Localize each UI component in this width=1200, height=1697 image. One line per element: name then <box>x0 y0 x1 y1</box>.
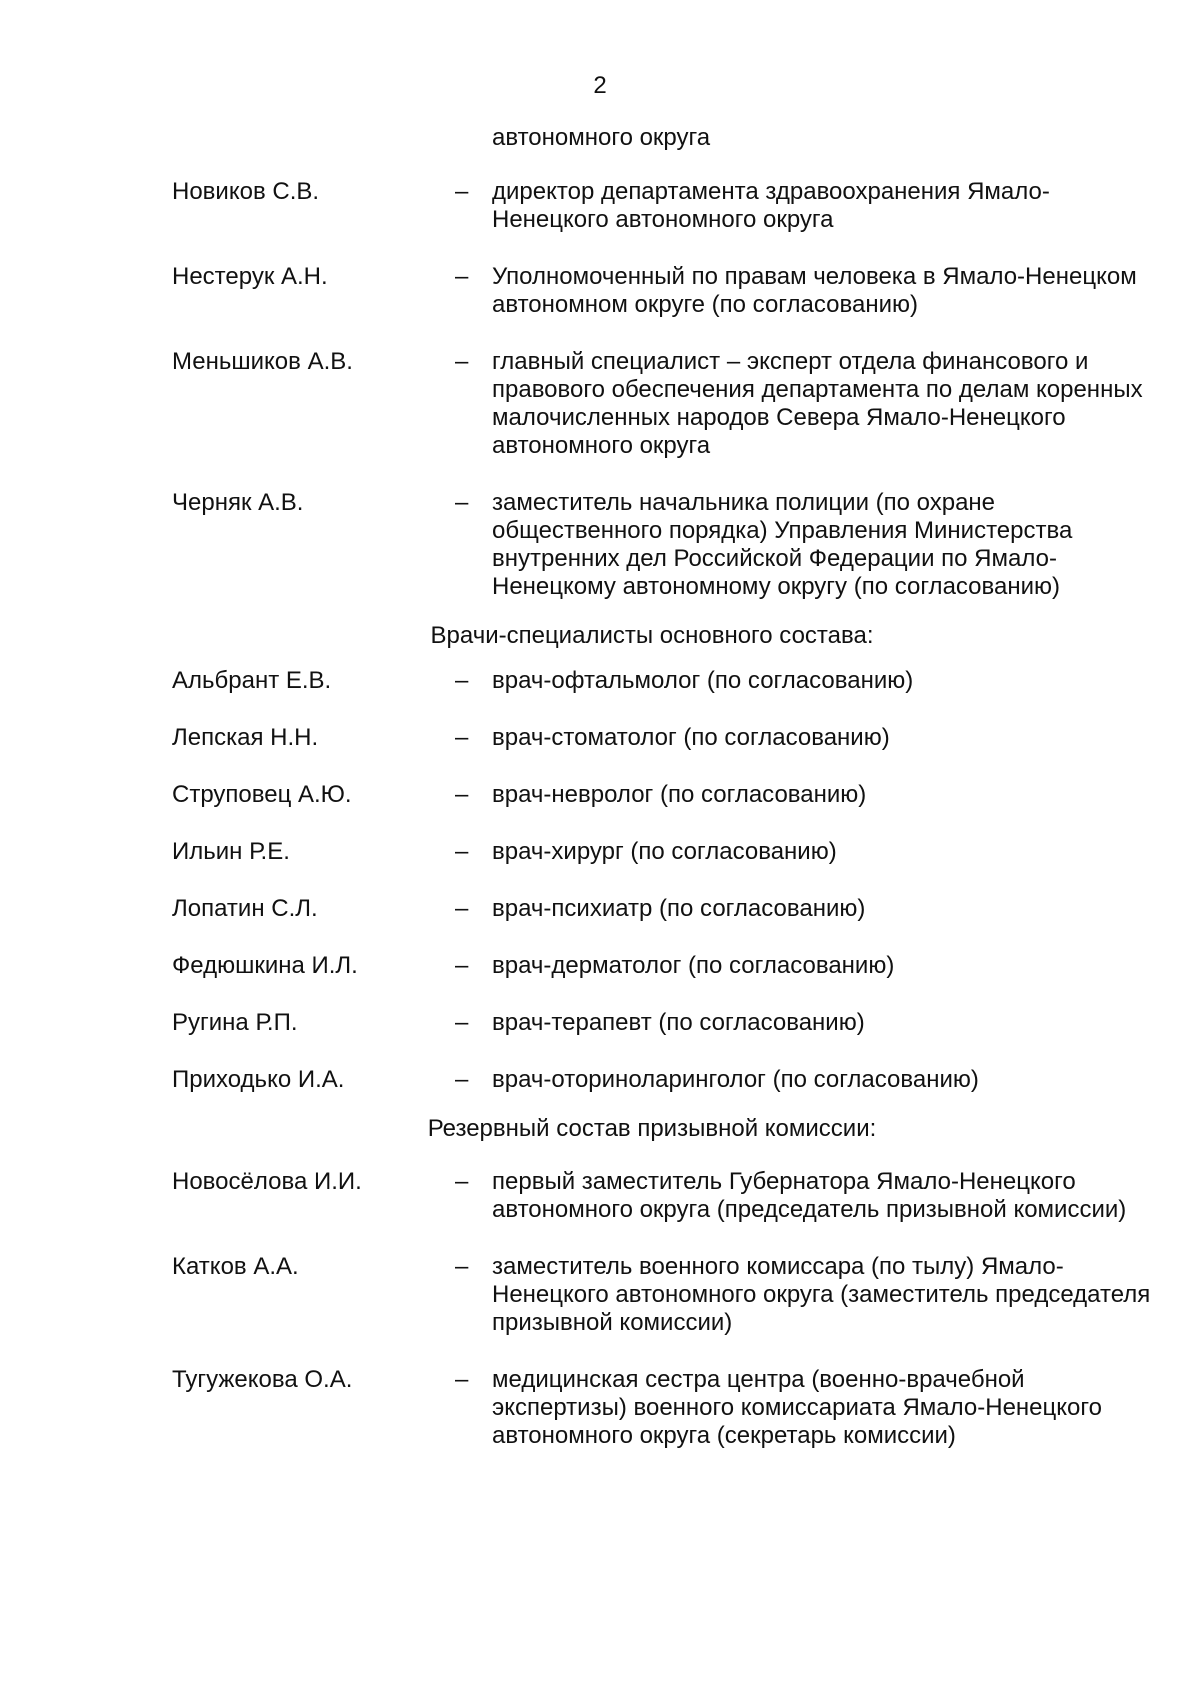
dash-separator: – <box>455 1253 469 1280</box>
member-role: врач-оториноларинголог (по согласованию) <box>492 1066 979 1093</box>
page-number: 2 <box>593 72 607 99</box>
dash-separator: – <box>455 667 469 694</box>
list-item <box>172 838 1152 866</box>
member-role: врач-офтальмолог (по согласованию) <box>492 667 914 694</box>
member-name: Альбрант Е.В. <box>172 667 332 694</box>
list-item <box>172 1366 1152 1450</box>
doctors-heading: Врачи-специалисты основного состава: <box>430 622 874 649</box>
member-role: заместитель военного комиссара (по тылу) Ямало-Ненецкого автономного округа (заместитель председателя призывной комиссии) <box>492 1253 1151 1336</box>
list-item <box>172 724 1152 752</box>
member-role: врач-невролог (по согласованию) <box>492 781 867 808</box>
member-role: первый заместитель Губернатора Ямало-Ненецкого автономного округа (председатель призывной комиссии) <box>492 1168 1127 1223</box>
reserve-heading: Резервный состав призывной комиссии: <box>427 1115 877 1142</box>
member-name: Катков А.А. <box>172 1253 299 1280</box>
member-role: врач-терапевт (по согласованию) <box>492 1009 865 1036</box>
member-name: Тугужекова О.А. <box>172 1366 353 1393</box>
list-item <box>172 489 1152 601</box>
dash-separator: – <box>455 348 469 375</box>
dash-separator: – <box>455 1066 469 1093</box>
list-item <box>172 1066 1152 1094</box>
dash-separator: – <box>455 838 469 865</box>
member-role: главный специалист – эксперт отдела финансового и правового обеспечения департамента по делам коренных малочисленных народов Севера Ямало-Ненецкого автономного округа <box>492 348 1143 459</box>
member-name: Федюшкина И.Л. <box>172 952 358 979</box>
member-name: Лопатин С.Л. <box>172 895 318 922</box>
member-name: Черняк А.В. <box>172 489 304 516</box>
list-item <box>172 1253 1152 1337</box>
list-item <box>172 263 1152 319</box>
member-name: Новосёлова И.И. <box>172 1168 362 1195</box>
dash-separator: – <box>455 724 469 751</box>
dash-separator: – <box>455 952 469 979</box>
dash-separator: – <box>455 1009 469 1036</box>
member-name: Нестерук А.Н. <box>172 263 328 290</box>
list-item <box>172 348 1152 460</box>
member-role: Уполномоченный по правам человека в Ямало-Ненецком автономном округе (по согласованию) <box>492 263 1137 318</box>
dash-separator: – <box>455 178 469 205</box>
list-item <box>172 1168 1152 1224</box>
dash-separator: – <box>455 1366 469 1393</box>
list-item <box>172 178 1152 234</box>
dash-separator: – <box>455 489 469 516</box>
member-name: Новиков С.В. <box>172 178 320 205</box>
member-role: врач-психиатр (по согласованию) <box>492 895 866 922</box>
continuation-text: автономного округа <box>492 124 711 151</box>
dash-separator: – <box>455 263 469 290</box>
member-name: Приходько И.А. <box>172 1066 345 1093</box>
dash-separator: – <box>455 895 469 922</box>
dash-separator: – <box>455 1168 469 1195</box>
member-name: Лепская Н.Н. <box>172 724 319 751</box>
member-role: медицинская сестра центра (военно-врачебной экспертизы) военного комиссариата Ямало-Ненецкого автономного округа (секретарь комиссии) <box>492 1366 1102 1449</box>
member-role: врач-хирург (по согласованию) <box>492 838 837 865</box>
member-name: Меньшиков А.В. <box>172 348 353 375</box>
dash-separator: – <box>455 781 469 808</box>
member-role: врач-дерматолог (по согласованию) <box>492 952 895 979</box>
member-role: заместитель начальника полиции (по охране общественного порядка) Управления Министерства внутренних дел Российской Федерации по Ямало-Ненецкому автономному округу (по согласованию) <box>492 489 1073 600</box>
list-item <box>172 1009 1152 1037</box>
member-list <box>172 124 1152 1479</box>
list-item <box>172 667 1152 695</box>
member-name: Ильин Р.Е. <box>172 838 290 865</box>
member-name: Струповец А.Ю. <box>172 781 352 808</box>
member-name: Ругина Р.П. <box>172 1009 298 1036</box>
member-role: врач-стоматолог (по согласованию) <box>492 724 890 751</box>
member-role: директор департамента здравоохранения Ямало-Ненецкого автономного округа <box>492 178 1050 233</box>
list-item <box>172 895 1152 923</box>
list-item <box>172 781 1152 809</box>
list-item <box>172 952 1152 980</box>
